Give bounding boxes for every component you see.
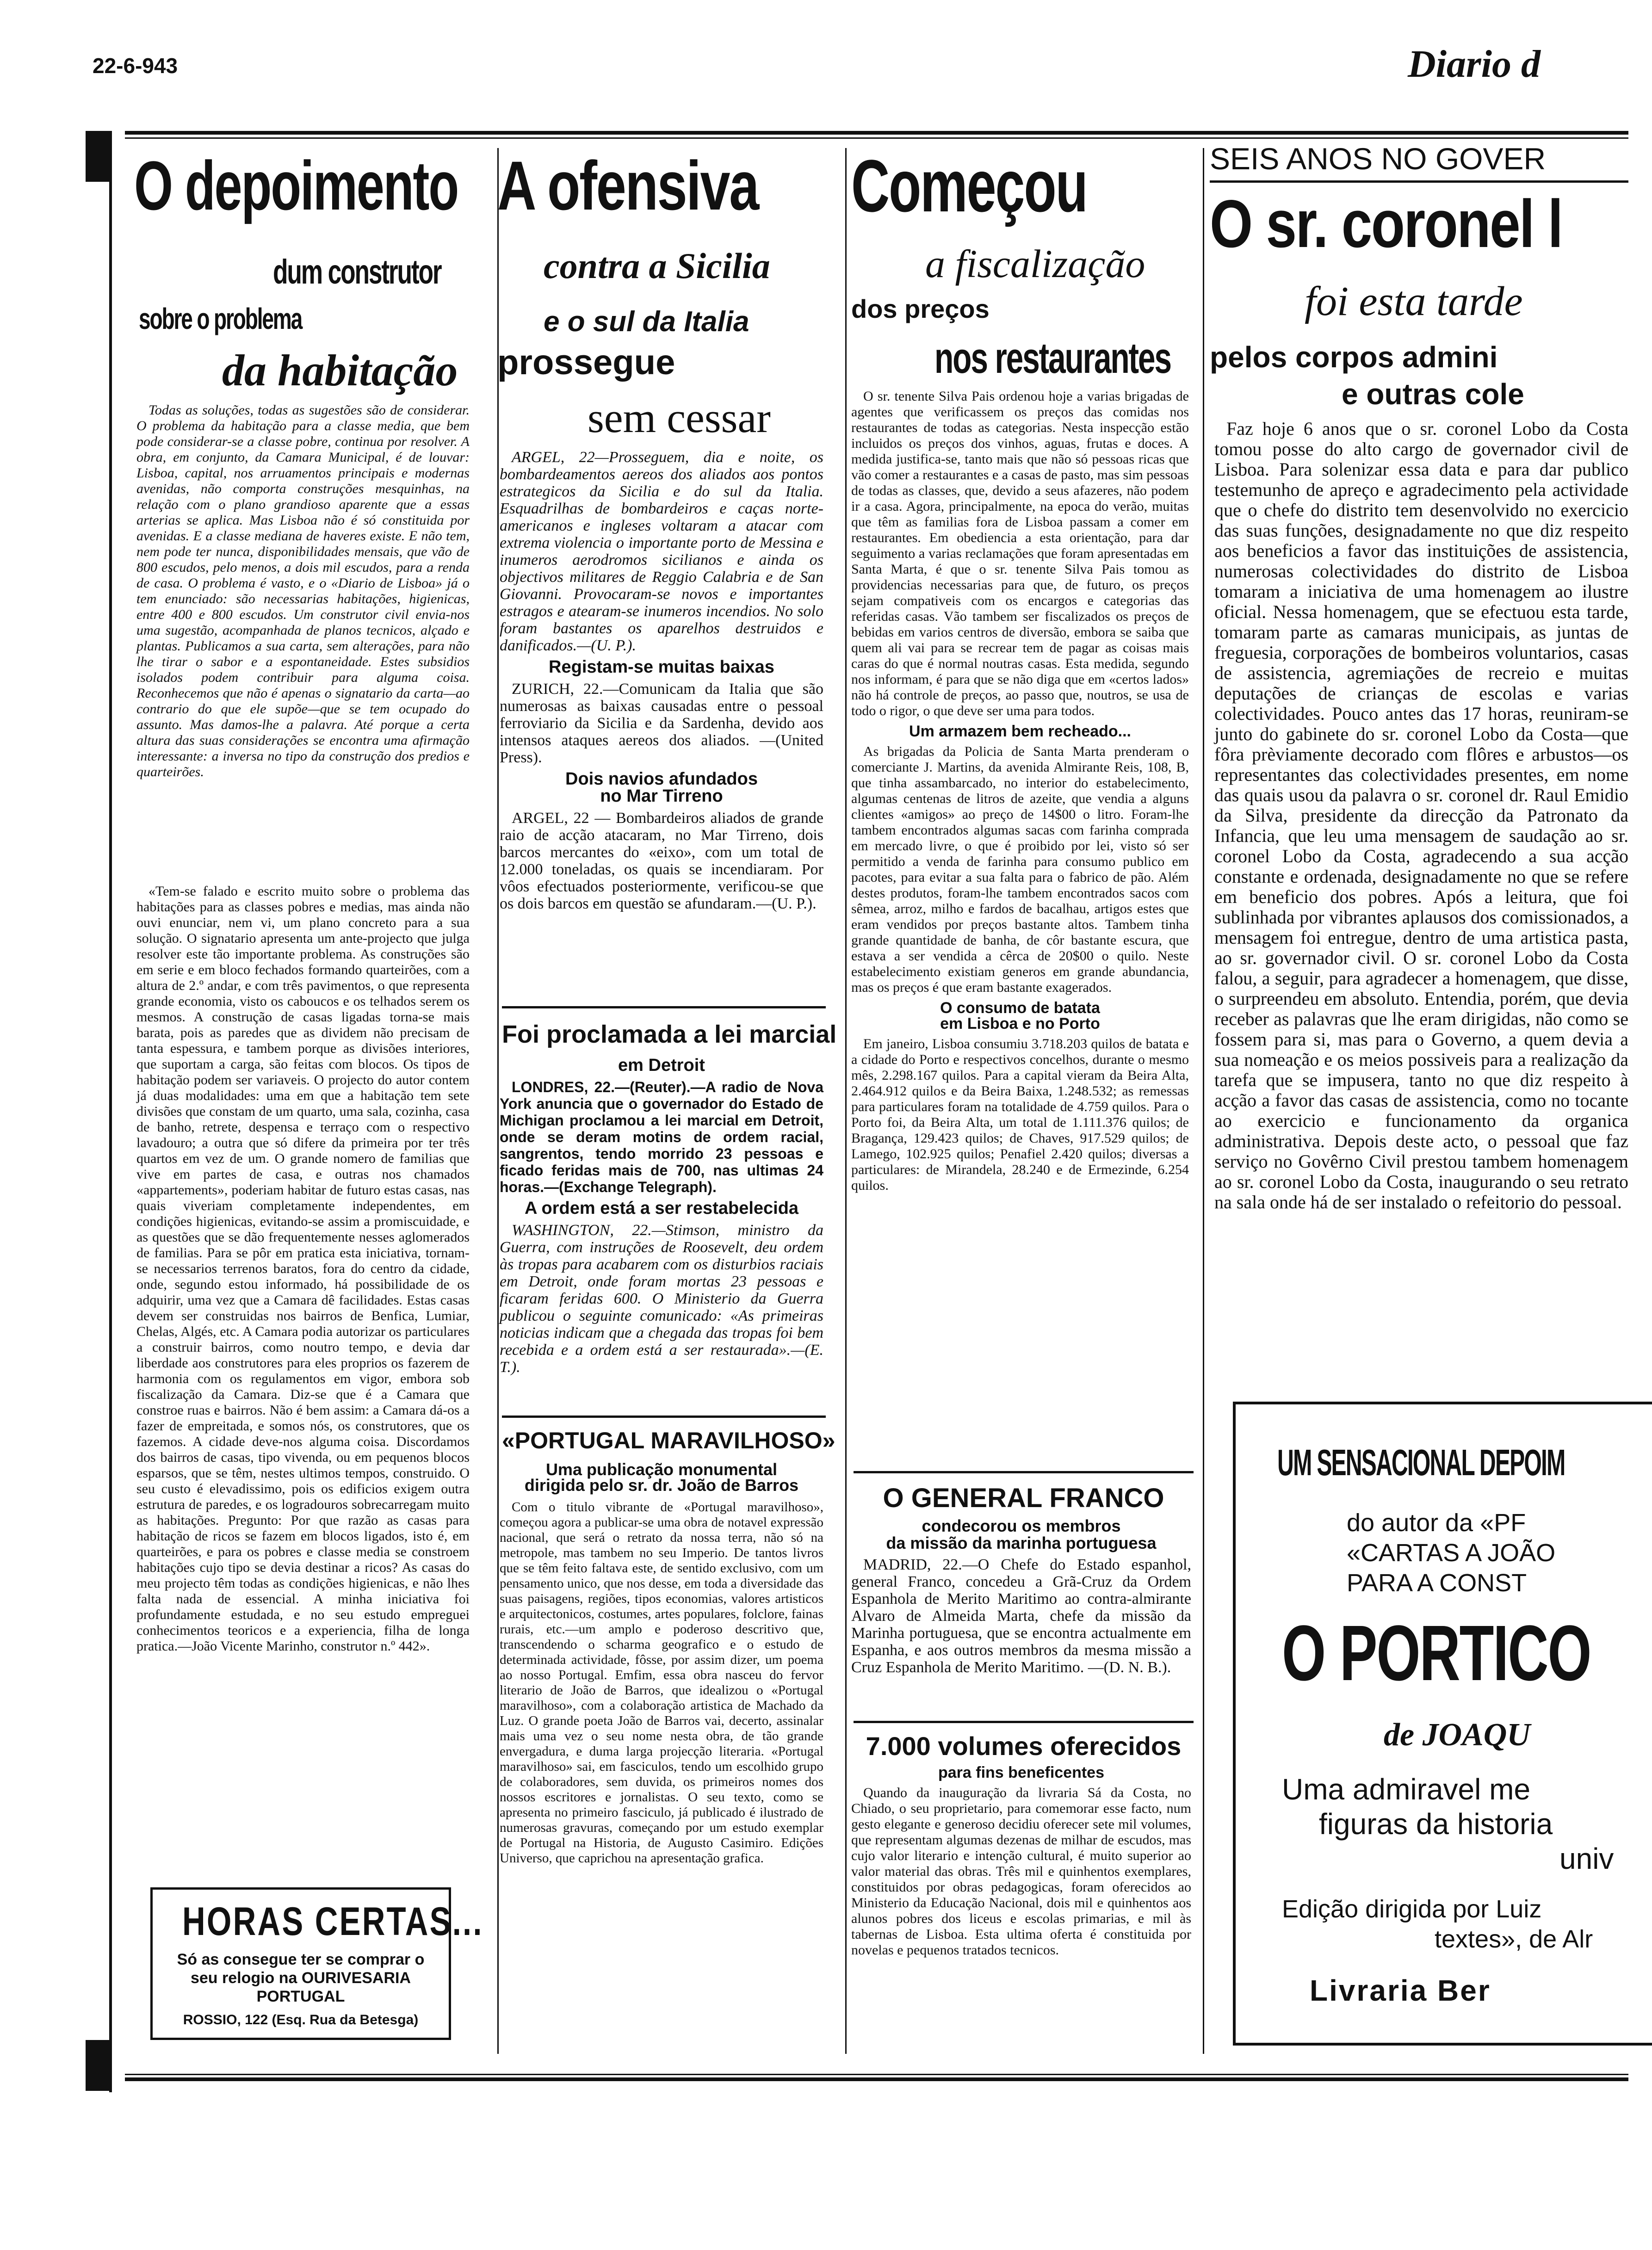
left-bar-top [86, 131, 111, 182]
col-divider-1 [497, 148, 499, 2054]
ad-portico-l1: UM SENSACIONAL DEPOIM [1277, 1442, 1565, 1483]
col2-subhead-3: prossegue [497, 343, 675, 382]
col3-subhead-3: nos restaurantes [934, 334, 1171, 382]
col4-subhead-2: pelos corpos admini [1210, 340, 1498, 374]
issue-date: 22-6-943 [93, 54, 178, 78]
top-rule-thin [125, 137, 1628, 139]
col3-armazem-body: As brigadas da Policia de Santa Marta prenderam o comerciante J. Martins, da avenida Almirante Reis, 108, B, que tinha assambarcado, no interior do estabelecimento, algumas centenas de litros de azeite, que vendia a alguns clientes «amigos» ao preço de 14$00 o litro. Foram-lhe tambem encontrados algumas sacas com farinha comprada em mercado livre, o que é proibido por lei, visto só ser permitido a venda de farinha para consumo publico em pacotes, para evitar a sua falta para o fabrico de pão. Além destes produtos, foram-lhe tambem encontrados sacos com sêmea, arroz, milho e fardos de bacalhau, artigos estes que eram vendidos por preços bastante altos. Tambem tinha grande quantidade de banha, de côr bastante escura, que estava a ser vendida a cêrca de 20$00 o quilo. Neste estabelecimento existiam generos em grande abundancia, mas os preços é que eram bastante exagerados. [851, 744, 1189, 995]
ad-portico-l5: O PORTICO [1282, 1609, 1591, 1697]
ad-portico-l4: PARA A CONST [1347, 1569, 1527, 1597]
ad-portico-l9: univ [1559, 1842, 1614, 1875]
ad-portico-l11: textes», de Alr [1435, 1925, 1593, 1953]
left-bar-bottom [86, 2040, 111, 2091]
col3-headline: Começou [851, 144, 1087, 227]
col2-pm [500, 1462, 823, 2045]
col3-batata-body: Em janeiro, Lisboa consumiu 3.718.203 quilos de batata e a cidade do Porto e respectivos concelhos, durante o mesmo mês, 2.298.167 quilos. Para a capital vieram da Beira Alta, 2.464.912 quilos e da Beira Baixa, 1.248.532; as remessas para particulares foram na totalidade de 4.759 quilos. Para o Porto foi, da Beira Alta, um total de 1.111.376 quilos; de Bragança, 129.423 quilos; de Chaves, 917.529 quilos; de Lamego, 102.925 quilos; Penafiel 2.420 quilos; diversas a particulares: de Mirandela, 28.240 e de Ermezinde, 6.254 quilos. [851, 1036, 1189, 1193]
col2-subhead-4: sem cessar [588, 394, 771, 441]
col1-lead-text: Todas as soluções, todas as sugestões são de considerar. O problema da habitação para a classe media, que bem pode considerar-se a classe pobre, continua por resolver. A obra, em conjunto, da Camara Municipal, é de louvar: Lisboa, capital, nos arruamentos principais e modernas avenidas, não comporta construções mesquinhas, na relação com o plano grandioso aparente que a essas arterias se aplica. Mas Lisboa não é só constituida por avenidas. E a classe mediana de haveres existe. E não tem, nem pode ter nunca, disponibilidades mensais, que vão de 800 escudos, pelo menos, a dois mil escudos, para a renda de casa. O problema é vasto, e o «Diario de Lisboa» já o tem enunciado: são necessarias habitações, higienicas, entre 400 e 800 escudos. Um construtor civil envia-nos uma sugestão, acompanhada de planos tecnicos, alçado e plantas. Publicamos a sua carta, sem alterações, para não lhe tirar o sabor e a espontaneidade. Estes subsidios isolados podem contribuir para alguma coisa. Reconhecemos que não é apenas o signatario da carta—ao contrario do que ele supõe—que se tem ocupado do assunto. Mas damos-lhe a palavra. Até porque a certa altura das suas considerações se encontra uma afirmação interessante: a inversa no tipo da construção dos predios e quarteirões. [136, 402, 470, 779]
lei-p1: LONDRES, 22.—(Reuter).—A radio de Nova York anuncia que o governador do Estado de Michigan proclamou a lei marcial em Detroit, onde se deram motins de ordem racial, sangrentos, tendo morrido 23 pessoas e ficado feridas mais de 700, nas ultimas 24 horas.—(Exchange Telegraph). [500, 1079, 823, 1195]
pm-body: Com o titulo vibrante de «Portugal maravilhoso», começou agora a publicar-se uma obra de notavel expressão nacional, que será o retrato da nossa terra, não só na metropole, mas tambem no seu Imperio. De tantos livros que se têm feito faltava este, de sentido exclusivo, com um pensamento unico, que nos desse, em toda a diversidade das suas paisagens, regiões, tipos economias, valores artisticos e arquitectonicos, costumes, artes populares, folclore, fainas rurais, etc.—um amplo e poderoso descritivo que, transcendendo o scharma geografico e o estudo de determinada actividade, fôsse, por assim dizer, um poema ao nosso Portugal. Emfim, essa obra nasceu do fervor literario de João de Barros, que idealizou o «Portugal maravilhoso», com a colaboração artistica de Machado da Luz. O grande poeta João de Barros vai, decerto, assinalar mais uma vez o seu nome nesta obra, de tão grande envergadura, e duma larga projecção literaria. «Portugal maravilhoso» sai, em fasciculos, tendo um escolhido grupo de colaboradores, sem duvida, os primeiros nomes dos nossos escritores e jornalistas. O seu texto, como se apresenta no primeiro fasciculo, já publicado é ilustrado de numerosas gravuras, começando por um estudo exemplar de Portugal na Historia, de Augusto Casimiro. Edições Universo, que caprichou na apresentação grafica. [500, 1500, 823, 1866]
col4-subhead-1: foi esta tarde [1305, 278, 1523, 324]
col3-franco [851, 1517, 1191, 1716]
ad-portico-l6: de JOAQU [1384, 1717, 1530, 1753]
bottom-rule-thin [125, 2074, 1628, 2075]
col3-body [851, 389, 1189, 1466]
col3-batata-h2: em Lisboa e no Porto [940, 1015, 1100, 1032]
ad-horas-line2: ROSSIO, 122 (Esq. Rua da Betesga) [183, 2012, 419, 2027]
bottom-rule-thick [125, 2077, 1628, 2081]
col3-rule-2 [854, 1721, 1194, 1723]
col2-lei [500, 1057, 823, 1409]
col2-p1: ARGEL, 22—Prosseguem, dia e noite, os bombardeamentos aereos dos aliados aos pontos estrategicos da Sicilia e do sul da Italia. Esquadrilhas de bombardeiros e caças norte-americanos e ingleses voltaram a atacar com extrema violencia o importante porto de Messina e inumeros aerodromos sicilianos e ainda os objectivos militares de Reggio Calabria e de San Giovanni. Provocaram-se novos e importantes estragos e atearam-se inumeros incendios. No solo foram bastantes os aparelhos destruidos e danificados.—(U. P.). [500, 449, 823, 654]
franco-title: O GENERAL FRANCO [883, 1483, 1164, 1513]
pm-title: «PORTUGAL MARAVILHOSO» [502, 1428, 835, 1453]
ad-portico-l8: figuras da historia [1319, 1807, 1553, 1841]
col1-lead [136, 402, 470, 865]
col4-kicker: SEIS ANOS NO GOVER [1210, 142, 1546, 176]
ad-portico-l2: do autor da «PF [1347, 1509, 1526, 1537]
lei-h2: A ordem está a ser restabelecida [524, 1199, 799, 1218]
col2-p2: ZURICH, 22.—Comunicam da Italia que são numerosas as baixas causadas entre o pessoal ferroviario da Sicilia e da Sardenha, devido aos intensos ataques aereos dos aliados. —(United Press). [500, 680, 823, 766]
ad-portico-l10: Edição dirigida por Luiz [1282, 1895, 1542, 1923]
col4-subhead-3: e outras cole [1342, 377, 1524, 411]
col2-p3: ARGEL, 22 — Bombardeiros aliados de grande raio de acção atacaram, no Mar Tirreno, dois barcos mercantes do «eixo», com um total de 12.000 toneladas, os quais se incendiaram. Por vôos efectuados posteriormente, verificou-se que os dois barcos em questão se afundaram.—(U. P.). [500, 810, 823, 912]
col-divider-2 [845, 148, 847, 2054]
top-rule-thick [125, 131, 1628, 135]
col3-batata-h1: O consumo de batata [940, 999, 1100, 1017]
col2-rule-1 [502, 1006, 826, 1008]
franco-sub2: da missão da marinha portuguesa [886, 1533, 1157, 1552]
col1-subhead-2: sobre o problema [139, 302, 302, 335]
col4-kicker-rule [1210, 180, 1628, 183]
col2-rule-2 [502, 1416, 826, 1418]
ad-horas-title: HORAS CERTAS... [182, 1899, 483, 1944]
col1-subhead-3: da habitação [222, 346, 458, 395]
col2-headline: A ofensiva [497, 147, 758, 224]
ad-portico-l12: Livraria Ber [1310, 1974, 1491, 2007]
col1-body [136, 884, 470, 1836]
franco-sub1: condecorou os membros [922, 1516, 1121, 1535]
lei-p2: WASHINGTON, 22.—Stimson, ministro da Guerra, com instruções de Roosevelt, deu ordem às tropas para acabarem com os disturbios raciais em Detroit, onde foram mortas 23 pessoas e ficaram feridas 600. O Ministerio da Guerra publicou o seguinte comunicado: «As primeiras noticias indicam que a chegada das tropas foi bem recebida e a ordem está a ser restaurada».—(E. T.). [500, 1222, 823, 1376]
col3-volumes [851, 1765, 1191, 2042]
franco-body: MADRID, 22.—O Chefe do Estado espanhol, general Franco, concedeu a Grã-Cruz da Ordem Espanhola de Merito Maritimo ao contra-almirante Alvaro de Almeida Marta, chefe da missão da Marinha portuguesa, que se encontra actualmente em Espanha, e aos outros membros da mesma missão a Cruz Espanhola de Merito Maritimo. —(D. N. B.). [851, 1556, 1191, 1676]
col4-body-text: Faz hoje 6 anos que o sr. coronel Lobo da Costa tomou posse do alto cargo de governador civil de Lisboa. Para solenizar essa data e para dar publico testemunho de apreço e agradecimento pela actividade que o chefe do distrito tem desenvolvido no exercicio das suas funções, designadamente no que diz respeito aos beneficios a favor das instituições de assistencia, numerosas colectividades do distrito de Lisboa tomaram a iniciativa de uma homenagem ao ilustre oficial. Nessa homenagem, que se efectuou esta tarde, tomaram parte as camaras municipais, as juntas de freguesia, corporações de bombeiros voluntarios, casas de assistencia, agremiações de recreio e muitas deputações de crianças de escolas e varias colectividades. Pouco antes das 17 horas, reuniram-se junto do gabinete do sr. coronel Lobo da Costa—que fôra prèviamente decorado com flôres e arbustos—os representantes das colectividades presentes, em nome das quais usou da palavra o sr. coronel dr. Raul Emidio da Silva, presidente da direcção da Patronato da Infancia, que leu uma mensagem de saudação ao sr. coronel Lobo da Costa, agradecendo a sua acção constante e ordenada, designadamente no que se refere em beneficio dos pobres. Após a leitura, que foi sublinhada por vibrantes aplausos dos comissionados, a mensagem foi entregue, dentro de uma artistica pasta, ao sr. governador civil. O sr. coronel Lobo da Costa falou, a seguir, para agradecer a homenagem, que disse, o surpreendeu em absoluto. Entendia, porém, que devia receber as palavras que lhe eram dirigidas, não como se fossem para si, mas para o Governo, a quem devia a sua nomeação e os meios possiveis para a realização da tarefa que se impusera, tanto no que diz respeito à acção a favor das casas de assistencia, como no tocante ao exercicio e funcionamento da organica administrativa. Depois deste acto, o pessoal que faz serviço no Govêrno Civil prestou tambem homenagem ao sr. coronel Lobo da Costa, inaugurando o seu retrato na sala onde há de ser instalado o refeitorio do pessoal. [1214, 418, 1628, 1212]
ad-horas-certas [150, 1887, 483, 2040]
col4-headline: O sr. coronel l [1210, 186, 1562, 261]
volumes-sub: para fins beneficentes [938, 1764, 1104, 1781]
col3-subhead-2: dos preços [851, 294, 990, 323]
col2-subhead-2: e o sul da Italia [544, 306, 749, 338]
col1-headline: O depoimento [134, 147, 458, 224]
volumes-title: 7.000 volumes oferecidos [866, 1731, 1182, 1761]
ad-portico-l3: «CARTAS A JOÃO [1347, 1539, 1556, 1567]
col1-subhead-1: dum construtor [273, 253, 441, 291]
left-bar-line [109, 131, 112, 2092]
col3-rule-1 [854, 1471, 1194, 1473]
pm-sub1: Uma publicação monumental [545, 1460, 778, 1479]
col2-h2: Registam-se muitas baixas [549, 657, 774, 677]
ad-portico-l7: Uma admiravel me [1282, 1773, 1531, 1806]
col2-h3b: no Mar Tirreno [600, 786, 723, 806]
col3-armazem-h: Um armazem bem recheado... [909, 723, 1131, 740]
col3-subhead-1: a fiscalização [925, 241, 1145, 286]
col-divider-3 [1203, 148, 1204, 2054]
col1-body-text: «Tem-se falado e escrito muito sobre o problema das habitações para as classes pobres e medias, mas ainda não ouvi enunciar, nem vi, um plano concreto para a sua solução. O signatario apresenta um ante-projecto que julga resolver este tão importante problema. As construções são em serie e em bloco fechados formando quarteirões, com a altura de 2.º andar, e com três pavimentos, o que representa grande economia, visto os caboucos e os telhados serem os mesmos. A construção de casas ligadas torna-se mais barata, pois as paredes que as dividem não precisam de tanta espessura, e tambem porque as divisões interiores, que suportam a carga, são feitas com blocos. Os tipos de habitação podem ser variaveis. O projecto do autor contem já duas modalidades: uma em que a habitação tem sete divisões que constam de um quarto, uma sala, cozinha, casa de banho, retrete, despensa e terraço com o respectivo lavadouro; a outra que só difere da primeira por ter três quartos em vez de um. O grande nomero de familias que vive em partes de casa, e outras nos chamados «appartements», poderiam habitar de futuro estas casas, nas quais viveriam completamente independentes, em condições higienicas, evitando-se assim a promiscuidade, e as questões que se dão frequentemente nesses aglomerados de familias. Para se pôr em pratica esta iniciativa, tornam-se necessarios terrenos baratos, fora do centro da cidade, onde, segundo estou informado, há possibilidade de os adquirir, uma vez que a Camara dê facilidades. Estas casas devem ser construidas nos bairros de Benfica, Lumiar, Chelas, Algés, etc. A Camara podia autorizar os particulares a construir bairros, como noutro tempo, e devia dar liberdade aos construtores para eles proprios os fazerem de harmonia com os regulamentos em vigor, embora sob fiscalização da Camara. Diz-se que é a Camara que constroe ruas e bairros. Não é bem assim: a Camara dá-os a fazer de empreitada, e somos nós, os construtores, que os fazemos. A cidade deve-nos alguma coisa. Discordamos dos bairros de casas, tipo vivenda, ou em pequenos blocos esparsos, que se têm, nestes ultimos tempos, construido. O seu custo é elevadissimo, pois os edificios exigem outra estrutura de paredes, e os logradouros sobrecarregam muito as habitações. Pregunto: Por que razão as casas para habitação de ricos se fazem em blocos ligados, isto é, em quarteirões, e para os pobres e classe media se constroem habitações cujo tipo se devia destinar a ricos? As casas do meu projecto têm todas as condições higienicas, e não lhes falta nada de essencial. A minha iniciativa foi profundamente estudada, e no seu estudo empreguei conhecimentos teoricos e a experiencia, filha de longa pratica.—João Vicente Marinho, construtor n.º 442». [136, 884, 470, 1654]
col2-sicilia [500, 449, 823, 912]
col2-h3a: Dois navios afundados [565, 769, 758, 789]
masthead: Diario d [1407, 43, 1541, 86]
volumes-body: Quando da inauguração da livraria Sá da Costa, no Chiado, o seu proprietario, para comemorar esse facto, num gesto elegante e generoso decidiu oferecer sete mil volumes, que representam algumas dezenas de milhar de escudos, mas cujo valor literario e intenção cultural, é muito superior ao valor material das obras. Três mil e quinhentos exemplares, constituidos por obras pedagogicas, foram oferecidos ao Ministerio da Educação Nacional, dois mil e quinhentos aos alunos pobres dos liceus e escolas primarias, e mil às tabernas de Lisboa. Esta ultima oferta é constituida por novelas e pequenos tratados tecnicos. [851, 1785, 1191, 1958]
col4-body [1214, 419, 1628, 1376]
col3-body-text: O sr. tenente Silva Pais ordenou hoje a varias brigadas de agentes que verificassem os preços das comidas nos restaurantes de todas as categorias. Nesta inspecção estão incluidos os preços dos vinhos, aguas, frutas e doces. A medida justifica-se, tanto mais que não só pessoas ricas que vão comer a restaurantes e a casas de pasto, mas sim pessoas de todas as classes, que, devido a seus afazeres, não podem ir a casa. Agora, principalmente, na epoca do verão, muitas que têm as familias fora de Lisboa passam a comer em restaurantes. Em obediencia a esta orientação, para dar seguimento a varias reclamações que foram apresentadas em Santa Marta, é que o sr. tenente Silva Pais tomou as providencias necessarias para que, de futuro, os preços sejam compativeis com os encargos e categorias das referidas casas. Vão tambem ser fiscalizados os preços de bebidas em varios centros de diversão, embora se saiba que quem ali vai para se recrear tem de pagar as coisas mais caras do que é normal noutras casas. Esta medida, segundo nos informam, é para que se não diga que em «certos lados» não há controle de preços, ao passo que, noutros, se usa de todo o rigor, o que deve ser uma para todos. [851, 389, 1189, 718]
ad-horas-line1: Só as consegue ter se comprar o seu relogio na OURIVESARIA PORTUGAL [177, 1951, 425, 2005]
lei-sub: em Detroit [618, 1056, 705, 1075]
pm-sub2: dirigida pelo sr. dr. João de Barros [524, 1476, 799, 1495]
lei-marcial-title: Foi proclamada a lei marcial [502, 1020, 837, 1048]
ad-portico [1233, 1402, 1652, 2046]
col2-subhead-1: contra a Sicilia [544, 246, 770, 286]
